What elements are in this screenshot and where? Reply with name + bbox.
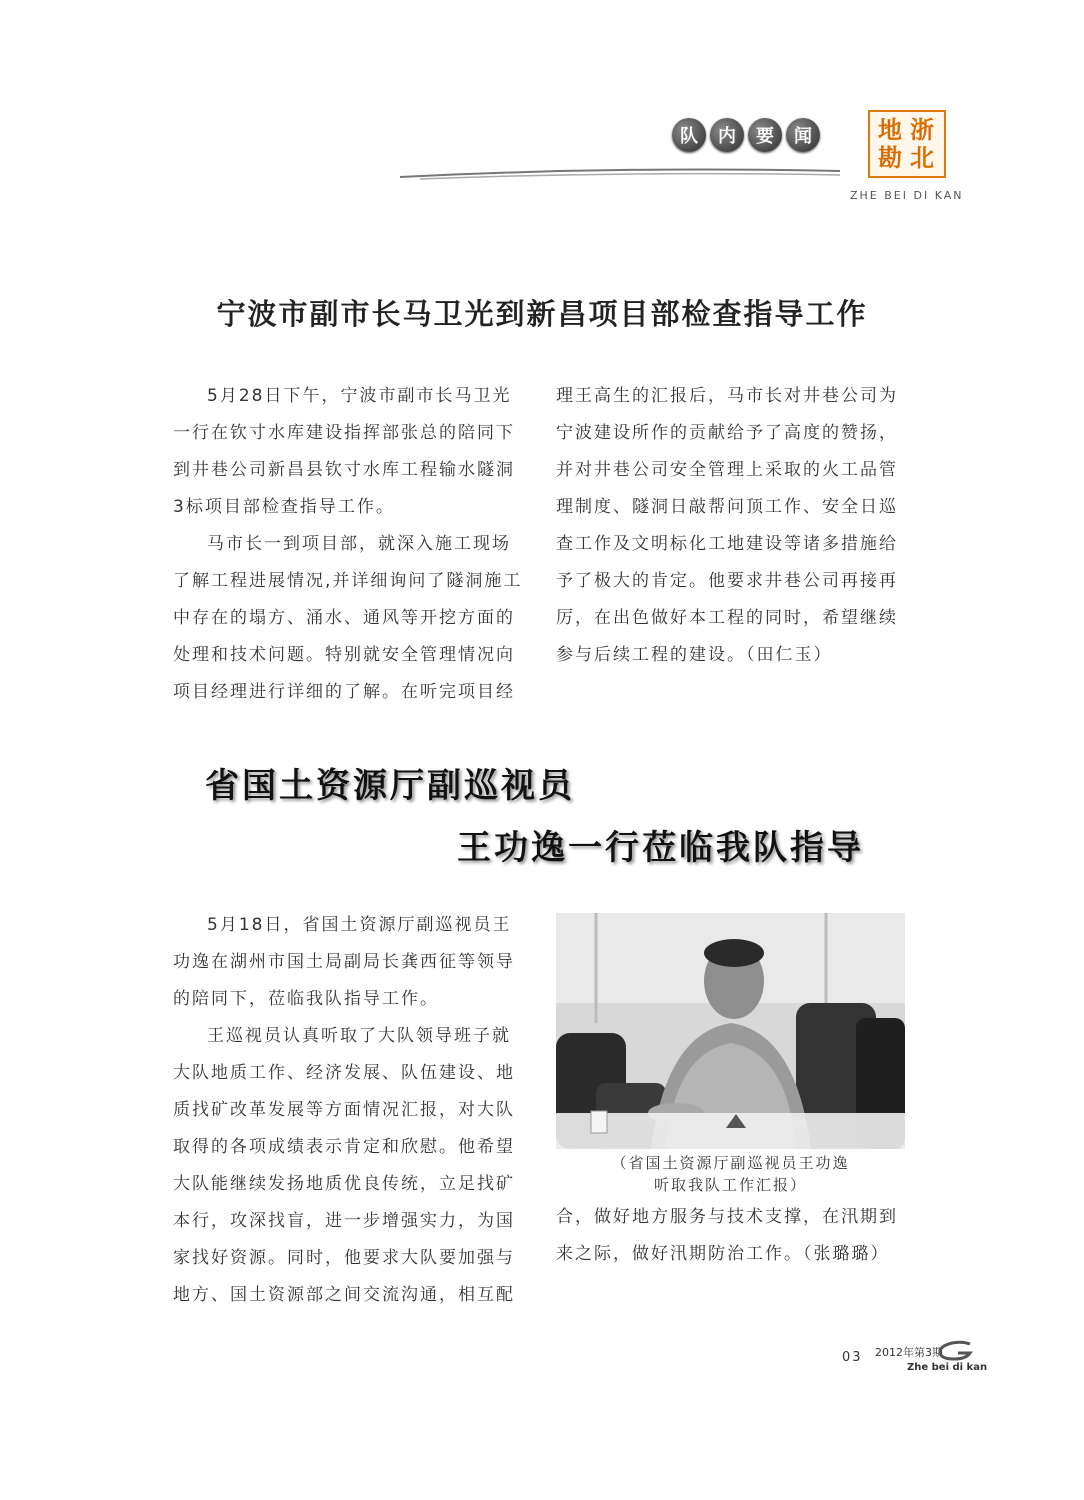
section-title-badges <box>672 118 820 152</box>
article1-paragraph: 马市长一到项目部，就深入施工现场了解工程进展情况,并详细询问了隧洞施工中存在的塌方、涌水、通风等开挖方面的处理和技术问题。特别就安全管理情况向项目经理进行详细的了解。在听完项目经 <box>173 534 523 702</box>
logo-char: 勘 <box>878 144 904 172</box>
article2-paragraph: 合，做好地方服务与技术支撑，在汛期到来之际，做好汛期防治工作。（张璐璐） <box>556 1207 898 1264</box>
article1-right-column <box>556 378 908 674</box>
logo-subtitle: ZHE BEI DI KAN <box>850 189 964 202</box>
logo-char: 地 <box>878 116 904 144</box>
footer-publication: Zhe bei di kan <box>907 1362 988 1373</box>
section-char-4: 闻 <box>786 118 820 152</box>
section-char-1: 队 <box>672 118 706 152</box>
caption-line2: 听取我队工作汇报） <box>653 1176 807 1194</box>
footer-logo-icon <box>936 1340 974 1362</box>
page-number: 03 <box>842 1350 863 1365</box>
article1-left-column <box>173 378 525 711</box>
header-decorative-swoosh <box>400 168 840 180</box>
photo-caption <box>556 1152 905 1196</box>
article2-title-line1: 省国土资源厅副巡视员 <box>205 766 575 806</box>
photo-illustration <box>556 913 905 1149</box>
article2-paragraph: 5月18日，省国土资源厅副巡视员王功逸在湖州市国土局副局长龚西征等领导的陪同下，莅临我队指导工作。 <box>173 915 515 1009</box>
article1-paragraph: 5月28日下午，宁波市副市长马卫光一行在钦寸水库建设指挥部张总的陪同下到井巷公司新昌县钦寸水库工程输水隧洞3标项目部检查指导工作。 <box>173 386 515 517</box>
caption-line1: （省国土资源厅副巡视员王功逸 <box>611 1154 850 1172</box>
article2-photo <box>556 913 905 1149</box>
article1-title: 宁波市副市长马卫光到新昌项目部检查指导工作 <box>216 297 868 331</box>
section-char-3: 要 <box>748 118 782 152</box>
article2-right-column <box>556 1199 908 1273</box>
article2-title-line2: 王功逸一行莅临我队指导 <box>457 828 864 868</box>
logo-char: 浙 <box>910 116 936 144</box>
section-char-2: 内 <box>710 118 744 152</box>
issue-label: 2012年第3期 <box>875 1346 943 1359</box>
article1-paragraph: 理王高生的汇报后，马市长对井巷公司为宁波建设所作的贡献给予了高度的赞扬，并对井巷公司安全管理上采取的火工品管理制度、隧洞日敲帮问顶工作、安全日巡查工作及文明标化工地建设等诸多措施给予了极大的肯定。他要求井巷公司再接再厉，在出色做好本工程的同时，希望继续参与后续工程的建设。（田仁玉） <box>556 386 898 665</box>
magazine-logo <box>868 110 946 178</box>
logo-char: 北 <box>910 144 936 172</box>
article2-left-column <box>173 907 525 1314</box>
article2-paragraph: 王巡视员认真听取了大队领导班子就大队地质工作、经济发展、队伍建设、地质找矿改革发展等方面情况汇报，对大队取得的各项成绩表示肯定和欣慰。他希望大队能继续发扬地质优良传统，立足找矿本行，攻深找盲，进一步增强实力，为国家找好资源。同时，他要求大队要加强与地方、国土资源部之间交流沟通，相互配 <box>173 1026 515 1305</box>
